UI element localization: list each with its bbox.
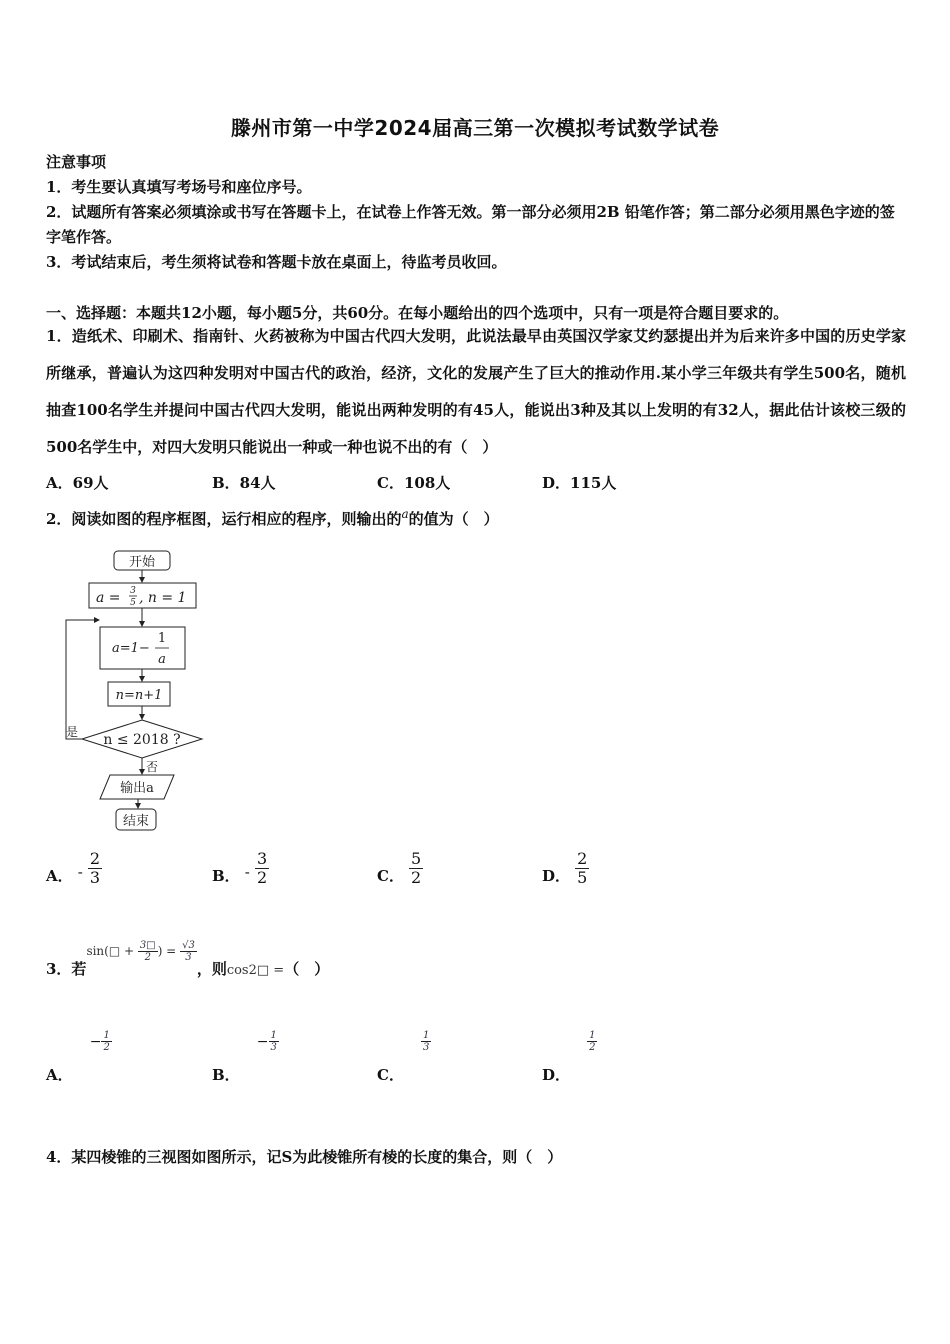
flow-init-den: 5 <box>130 598 136 608</box>
flow-end-label: 结束 <box>122 814 150 829</box>
q2-option-c: C． $\frac{5}{2}$ <box>377 849 422 887</box>
question-4-text: 4．某四棱锥的三视图如图所示，记S为此棱锥所有棱的长度的集合，则（ ） <box>46 1148 563 1166</box>
section-heading: 一、选择题：本题共12小题，每小题5分，共60分。在每小题给出的四个选项中，只有一项是符合题目要求的。 <box>46 304 789 322</box>
notice-section <box>46 150 906 275</box>
q2-option-a: A． - $\frac{2}{3}$ <box>46 849 101 887</box>
notice-item-1: 1．考生要认真填写考场号和座位序号。 <box>46 178 312 196</box>
flow-assign-den: a <box>158 652 166 667</box>
q2-option-d: D． $\frac{2}{5}$ <box>542 849 588 887</box>
exam-title: 滕州市第一中学2024届高三第一次模拟考试数学试卷 <box>230 116 720 140</box>
flow-init-num: 3 <box>130 586 136 596</box>
q3-formula: sin(□ + 3□ 2 ) = √3 3 <box>86 940 195 963</box>
question-1-text: 1．造纸术、印刷术、指南针、火药被称为中国古代四大发明，此说法最早由英国汉学家艾约瑟提出并为后来许多中国的历史学家所继承，普遍认为这四种发明对中国古代的政治，经济，文化的发展产生了巨大的推动作用.某小学三年级共有学生500名，随机抽查100名学生并提问中国古代四大发明，能说出两种发明的有45人，能说出3种及其以上发明的有32人，据此估计该校三级的500名学生中，对四大发明只能说出一种或一种也说不出的有（ ） <box>46 327 906 456</box>
q3-option-c: C． $\frac{1}{3}$ <box>377 1030 430 1084</box>
flowchart <box>60 545 220 840</box>
flow-init-n: , n = 1 <box>139 590 187 606</box>
flow-start-label: 开始 <box>128 555 156 570</box>
flow-condition-label: n ≤ 2018 ? <box>103 732 181 748</box>
flow-output-label: 输出a <box>120 781 154 796</box>
q3-option-a: A． − $\frac{1}{2}$ <box>46 1030 110 1084</box>
q2-var: a <box>401 507 409 521</box>
q1-option-b: B．84人 <box>212 474 276 492</box>
flow-increment-label: n=n+1 <box>115 688 163 703</box>
q2-text-after: 的值为（ ） <box>408 510 499 528</box>
notice-item-2: 2．试题所有答案必须填涂或书写在答题卡上，在试卷上作答无效。第一部分必须用2B 铅笔作答；第二部分必须用黑色字迹的签字笔作答。 <box>46 203 895 246</box>
flow-yes-label: 是 <box>66 725 79 739</box>
q3-option-d: D． $\frac{1}{2}$ <box>542 1030 596 1084</box>
question-3-text: 3．若$^{sin(□ + \frac{3□}{2} ) = \frac{√3}{3}}$ ，则$_{cos2□ =}$（ ） <box>46 940 330 978</box>
q2-text-before: 2．阅读如图的程序框图，运行相应的程序，则输出的 <box>46 510 402 528</box>
notice-item-3: 3．考试结束后，考生须将试卷和答题卡放在桌面上，待监考员收回。 <box>46 253 507 271</box>
flow-assign-num: 1 <box>157 631 167 646</box>
question-2-text <box>46 507 499 529</box>
q1-option-c: C．108人 <box>377 474 451 492</box>
notice-heading: 注意事项 <box>46 153 107 171</box>
q1-option-d: D．115人 <box>542 474 617 492</box>
flow-no-label: 否 <box>146 760 159 774</box>
q3-option-b: B． − $\frac{1}{3}$ <box>212 1030 277 1084</box>
flow-init-a: a = <box>96 590 121 606</box>
flow-assign-prefix: a=1− <box>112 641 150 656</box>
q1-option-a: A．69人 <box>46 474 109 492</box>
q2-option-b: B． - $\frac{3}{2}$ <box>212 849 268 887</box>
